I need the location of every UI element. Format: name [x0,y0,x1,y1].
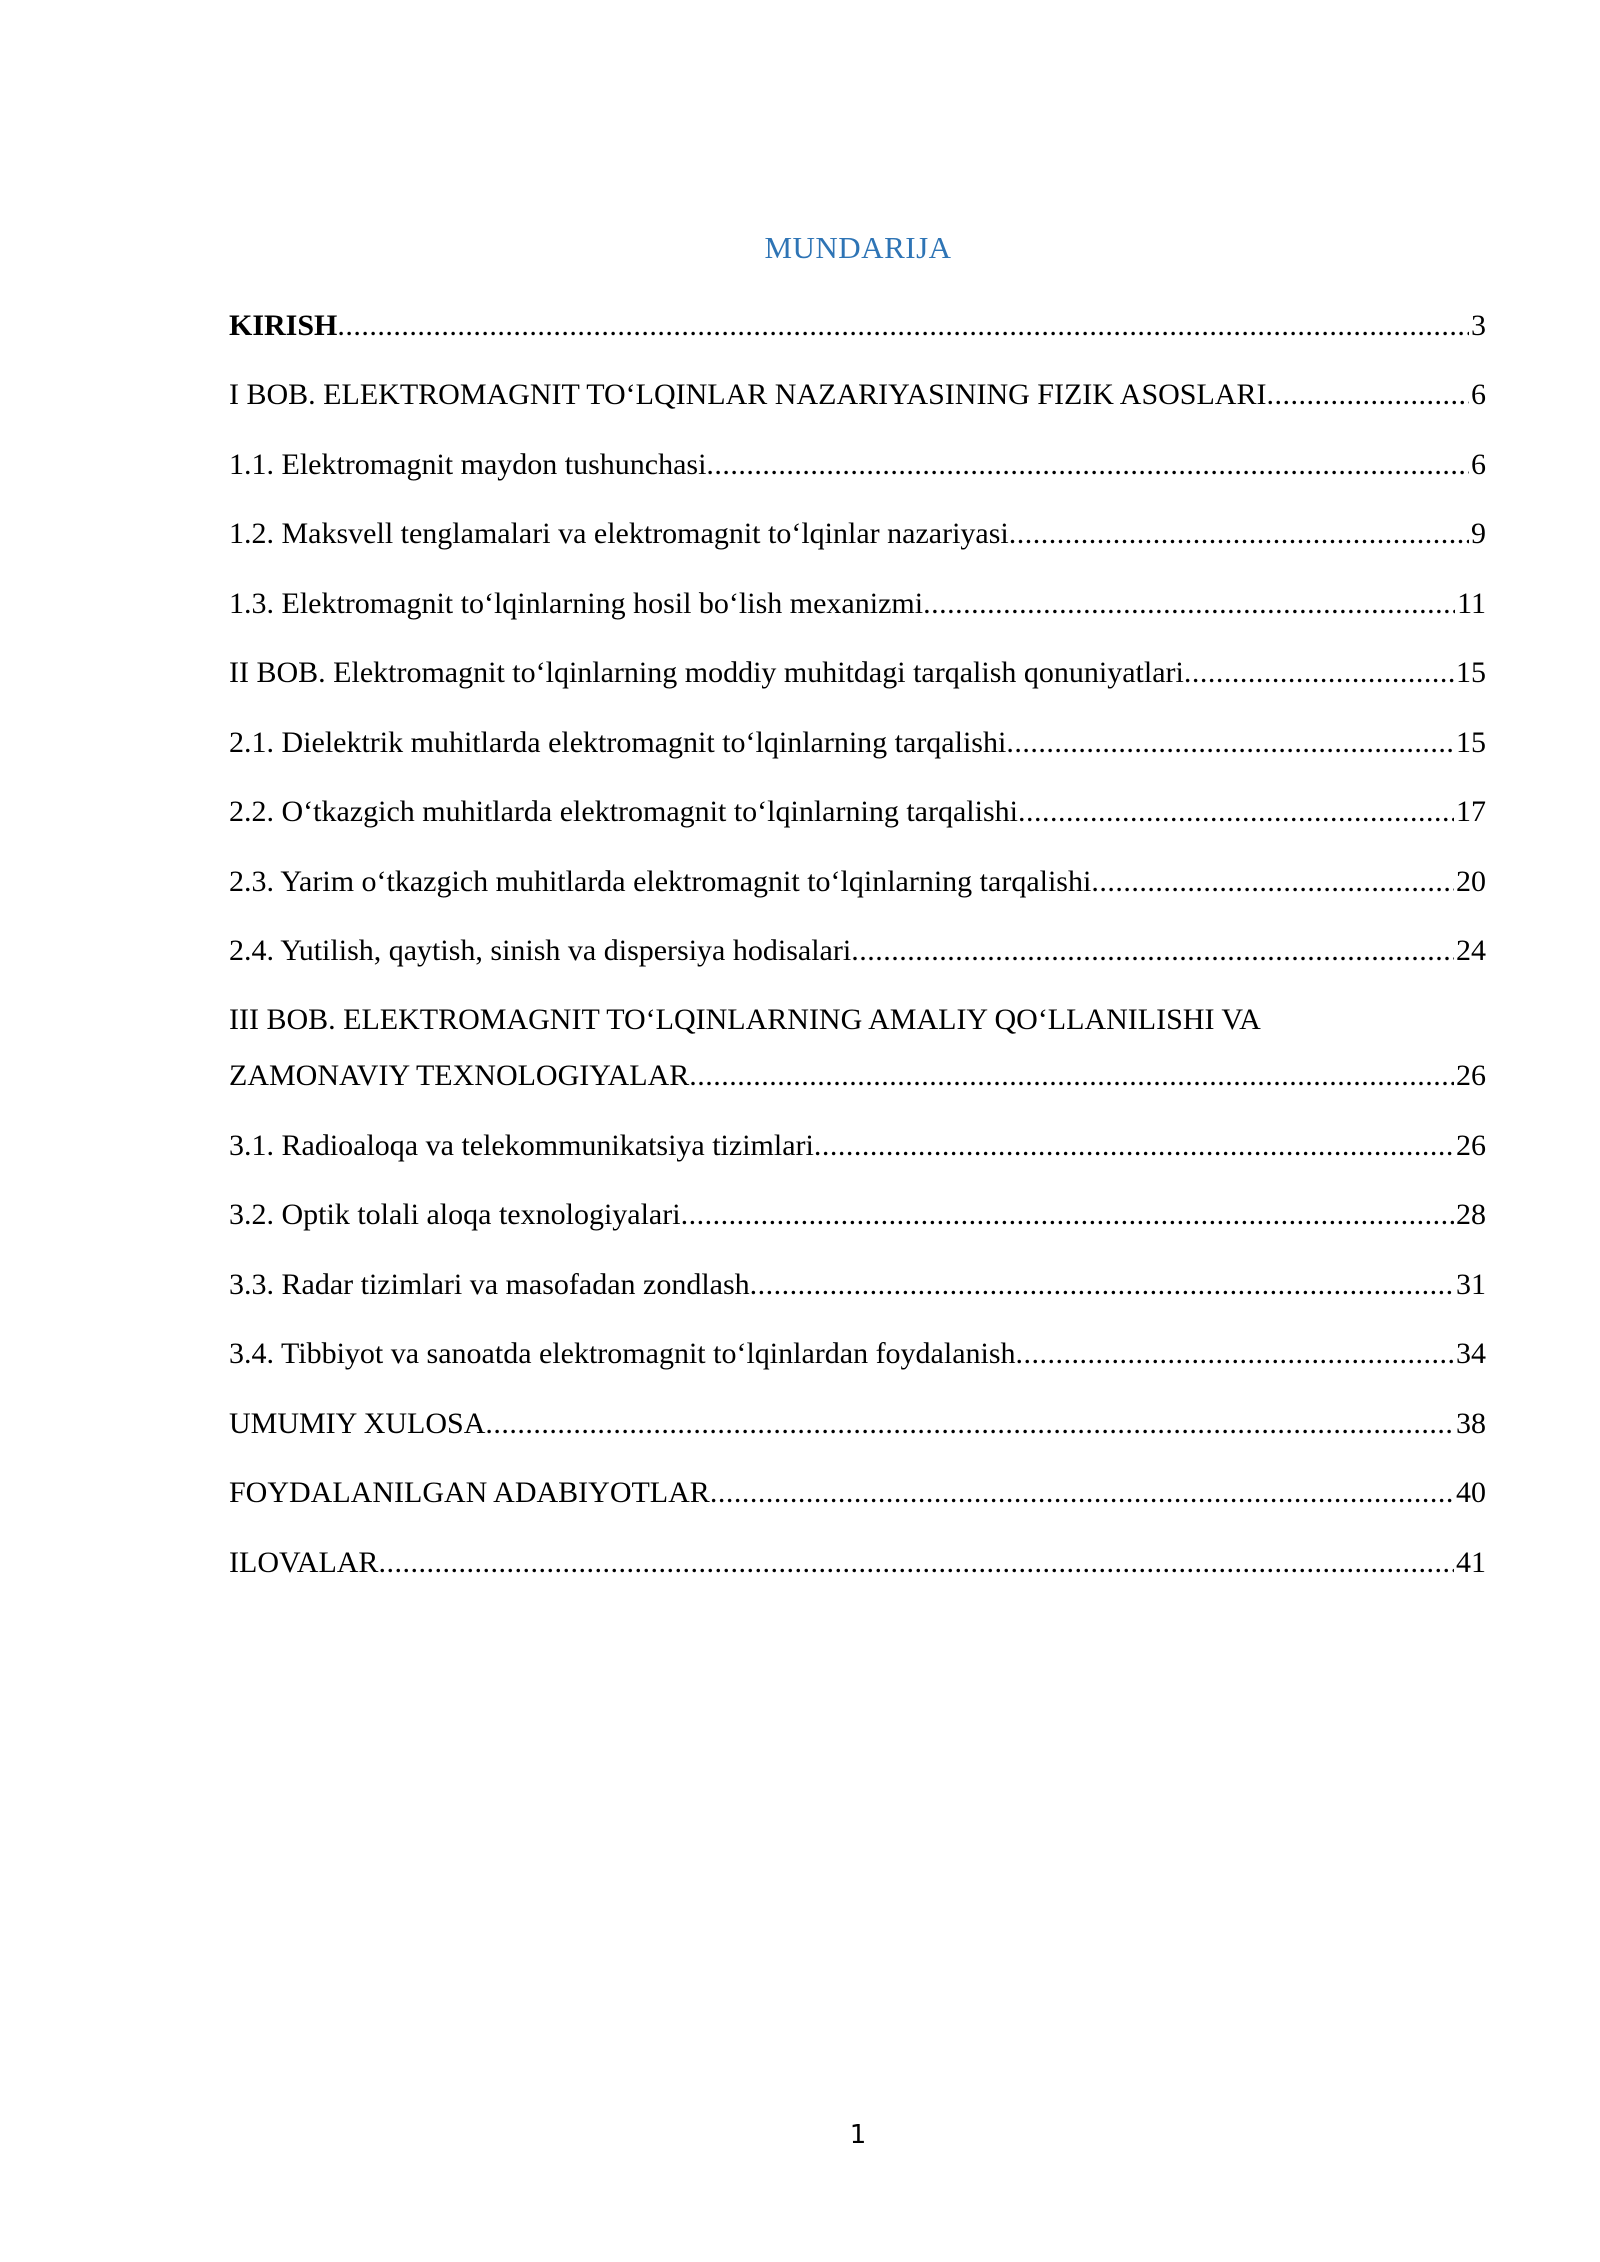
toc-entry-text: 1.3. Elektromagnit to‘lqinlarning hosil bo‘lish mexanizmi [229,586,924,620]
toc-entry-2-3[interactable] [229,840,1486,910]
toc-entry-text: ILOVALAR [229,1545,379,1579]
toc-entry-page: 24 [1456,934,1486,967]
toc-dot-leader [750,1257,1454,1313]
toc-entry-3-4[interactable] [229,1313,1486,1383]
toc-entry-text-line1: III BOB. ELEKTROMAGNIT TO‘LQINLARNING AMALIY QO‘LLANILISHI VA [229,1003,1261,1036]
toc-entry-3-1[interactable] [229,1104,1486,1174]
toc-entry-1-3[interactable] [229,562,1486,632]
toc-dot-leader [851,923,1454,979]
toc-entry-conclusion[interactable] [229,1382,1486,1452]
toc-entry-1-1[interactable] [229,423,1486,493]
toc-dot-leader [378,1535,1454,1591]
toc-dot-leader [681,1187,1454,1243]
toc-dot-leader [1016,1326,1454,1382]
toc-entry-text: 2.2. O‘tkazgich muhitlarda elektromagnit to‘lqinlarning tarqalishi [229,795,1018,828]
toc-entry-page: 3 [1471,308,1486,342]
toc-entry-text: UMUMIY XULOSA [229,1406,486,1440]
toc-entry-page: 38 [1456,1406,1486,1440]
toc-entry-text-line2: ZAMONAVIY TEXNOLOGIYALAR [229,1059,690,1092]
toc-entry-text: 2.3. Yarim o‘tkazgich muhitlarda elektromagnit to‘lqinlarning tarqalishi [229,864,1092,898]
toc-entry-page: 6 [1471,378,1486,411]
toc-entry-text: 3.1. Radioaloqa va telekommunikatsiya tizimlari [229,1128,814,1162]
toc-dot-leader [814,1118,1454,1174]
toc-entry-appendices[interactable] [229,1521,1486,1591]
toc-title: MUNDARIJA [764,230,952,265]
toc-entry-chapter-3[interactable] [229,979,1486,1104]
toc-entry-text: KIRISH [229,308,338,342]
toc-entry-2-2[interactable] [229,771,1486,841]
toc-entry-page: 34 [1456,1337,1486,1370]
toc-entry-references[interactable] [229,1452,1486,1522]
toc-entry-text: 2.4. Yutilish, qaytish, sinish va dispersiya hodisalari [229,934,852,967]
toc-entry-text: I BOB. ELEKTROMAGNIT TO‘LQINLAR NAZARIYASINING FIZIK ASOSLARI [229,378,1267,411]
toc-dot-leader [706,437,1469,493]
toc-dot-leader [485,1396,1454,1452]
toc-dot-leader [1009,506,1469,562]
toc-entry-page: 9 [1471,517,1486,550]
toc-entry-text: FOYDALANILGAN ADABIYOTLAR [229,1476,710,1509]
toc-entry-2-1[interactable] [229,701,1486,771]
table-of-contents [229,284,1486,1591]
toc-entry-3-2[interactable] [229,1174,1486,1244]
toc-dot-leader [689,1048,1454,1104]
toc-entry-page: 26 [1456,1128,1486,1162]
toc-entry-3-3[interactable] [229,1243,1486,1313]
toc-entry-page: 40 [1456,1476,1486,1509]
toc-dot-leader [337,298,1469,354]
toc-entry-page: 17 [1456,795,1486,828]
toc-dot-leader [1018,784,1454,840]
toc-dot-leader [1184,645,1454,701]
toc-dot-leader [1091,854,1454,910]
page-number: 1 [849,2120,867,2150]
toc-entry-1-2[interactable] [229,493,1486,563]
toc-entry-text: 1.2. Maksvell tenglamalari va elektromagnit to‘lqinlar nazariyasi [229,517,1009,550]
toc-entry-page: 41 [1456,1545,1486,1579]
toc-entry-text: 3.2. Optik tolali aloqa texnologiyalari [229,1198,681,1231]
toc-entry-page: 20 [1456,864,1486,898]
toc-entry-text: 3.4. Tibbiyot va sanoatda elektromagnit to‘lqinlardan foydalanish [229,1337,1016,1370]
toc-entry-page: 31 [1456,1267,1486,1301]
toc-entry-text: II BOB. Elektromagnit to‘lqinlarning moddiy muhitdagi tarqalish qonuniyatlari [229,656,1184,689]
toc-entry-page: 11 [1457,586,1486,620]
toc-entry-text: 3.3. Radar tizimlari va masofadan zondlash [229,1267,750,1301]
toc-entry-line2 [229,1048,1486,1104]
toc-entry-text: 1.1. Elektromagnit maydon tushunchasi [229,447,707,481]
toc-dot-leader [923,576,1455,632]
toc-entry-chapter-2[interactable] [229,632,1486,702]
toc-entry-kirish[interactable] [229,284,1486,354]
toc-entry-text: 2.1. Dielektrik muhitlarda elektromagnit to‘lqinlarning tarqalishi [229,725,1007,759]
toc-dot-leader [1266,367,1469,423]
toc-entry-chapter-1[interactable] [229,354,1486,424]
toc-entry-page: 28 [1456,1198,1486,1231]
toc-entry-page: 26 [1456,1059,1486,1092]
toc-dot-leader [1006,715,1454,771]
toc-dot-leader [710,1465,1454,1521]
toc-entry-2-4[interactable] [229,910,1486,980]
toc-entry-page: 15 [1456,725,1486,759]
toc-entry-page: 15 [1456,656,1486,689]
toc-entry-page: 6 [1471,447,1486,481]
